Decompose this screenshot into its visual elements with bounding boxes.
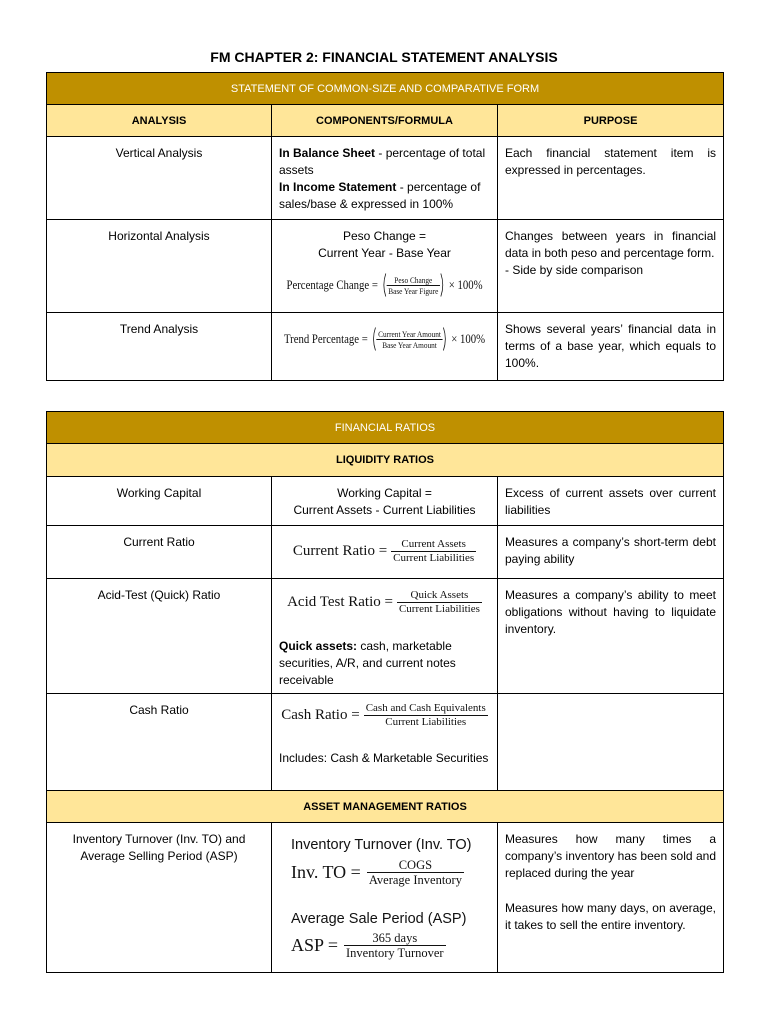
fraction-denominator: Current Liabilities bbox=[393, 551, 475, 564]
formula-multiplier: × 100% bbox=[451, 332, 486, 346]
ratio-name: Working Capital bbox=[116, 486, 202, 500]
fraction-numerator: Quick Assets bbox=[397, 589, 482, 603]
formula-lhs: ASP = bbox=[291, 935, 339, 955]
formula-note bbox=[279, 638, 490, 689]
ratio-name-cell bbox=[47, 526, 272, 579]
table-row-trend-analysis bbox=[47, 313, 724, 381]
fraction-numerator: Cash and Cash Equivalents bbox=[365, 702, 486, 714]
purpose-cell bbox=[498, 694, 724, 791]
fraction-numerator: COGS bbox=[367, 858, 464, 873]
current-ratio-formula bbox=[279, 538, 490, 564]
purpose-text: Measures a company’s ability to meet obligations without having to liquidate inventory. bbox=[505, 588, 716, 636]
purpose-text: Shows several years’ financial data in terms of a base year, which equals to 100%. bbox=[505, 322, 717, 370]
analysis-name-cell bbox=[47, 313, 272, 381]
fraction bbox=[397, 589, 482, 615]
component-description: - percentage of total assets bbox=[279, 146, 486, 177]
table-title: STATEMENT OF COMMON-SIZE AND COMPARATIVE FORM bbox=[47, 73, 724, 105]
inventory-turnover-formula bbox=[279, 858, 490, 887]
formula-cell bbox=[272, 477, 498, 526]
formula-lhs: Trend Percentage = bbox=[283, 332, 368, 346]
purpose-cell bbox=[498, 477, 724, 526]
fraction-numerator: Current Assets bbox=[391, 538, 476, 552]
ratio-name: Inventory Turnover (Inv. TO) and Average Selling Period (ASP) bbox=[72, 832, 246, 863]
financial-ratios-table bbox=[46, 411, 724, 973]
section-header-liquidity: LIQUIDITY RATIOS bbox=[47, 444, 724, 477]
table-row-current-ratio bbox=[47, 526, 724, 579]
purpose-cell bbox=[498, 526, 724, 579]
formula-line: Current Assets - Current Liabilities bbox=[293, 503, 476, 517]
fraction bbox=[387, 275, 441, 296]
formula-heading: Average Sale Period (ASP) bbox=[291, 911, 467, 927]
formula-lhs: Cash Ratio = bbox=[281, 706, 360, 723]
purpose-cell bbox=[498, 137, 724, 220]
common-size-table bbox=[46, 72, 724, 381]
analysis-name: Vertical Analysis bbox=[115, 146, 203, 160]
section-header-row bbox=[47, 791, 724, 823]
ratio-name-cell bbox=[47, 477, 272, 526]
purpose-text: Measures how many days, on average, it takes to sell the entire inventory. bbox=[505, 900, 716, 932]
note-term: Quick assets: bbox=[279, 639, 358, 653]
fraction-denominator: Current Liabilities bbox=[398, 602, 480, 615]
ratio-name: Acid-Test (Quick) Ratio bbox=[97, 588, 221, 602]
table-row-horizontal-analysis bbox=[47, 220, 724, 313]
fraction-denominator: Base Year Figure bbox=[388, 285, 439, 296]
fraction-numerator: Peso Change bbox=[387, 275, 441, 286]
analysis-name: Horizontal Analysis bbox=[108, 229, 210, 243]
formula-lhs: Inv. TO = bbox=[291, 862, 361, 882]
formula-note: Includes: Cash & Marketable Securities bbox=[279, 751, 489, 765]
component-line: Current Year - Base Year bbox=[318, 246, 451, 260]
ratio-name: Current Ratio bbox=[123, 535, 195, 549]
table-row-acid-test-ratio bbox=[47, 579, 724, 694]
fraction-numerator: Current Year Amount bbox=[378, 328, 441, 339]
formula-cell bbox=[272, 526, 498, 579]
purpose-cell bbox=[498, 220, 724, 313]
component-description: - percentage of sales/base & expressed in 100% bbox=[279, 180, 481, 211]
acid-test-ratio-formula bbox=[279, 589, 490, 615]
close-paren-glyph bbox=[443, 327, 448, 351]
component-line bbox=[279, 179, 490, 213]
formula-lhs: Current Ratio = bbox=[292, 542, 388, 559]
table-row-working-capital bbox=[47, 477, 724, 526]
formula-line: Working Capital = bbox=[337, 486, 432, 500]
fraction-denominator: Base Year Amount bbox=[382, 339, 437, 350]
purpose-text: Measures a company’s short-term debt paying ability bbox=[505, 535, 716, 566]
purpose-text: Measures how many times a company’s inventory has been sold and replaced during the year bbox=[505, 832, 716, 880]
fraction-denominator: Current Liabilities bbox=[385, 715, 467, 728]
column-header-analysis: ANALYSIS bbox=[47, 105, 272, 137]
component-term: In Income Statement bbox=[279, 180, 397, 194]
ratio-name-cell bbox=[47, 694, 272, 791]
table-title-row bbox=[47, 73, 724, 105]
table-row-inventory-turnover bbox=[47, 823, 724, 973]
purpose-text: Each financial statement item is expressed in percentages. bbox=[505, 146, 717, 177]
trend-percentage-formula bbox=[283, 327, 486, 351]
average-sale-period-formula bbox=[279, 931, 490, 960]
purpose-text: Changes between years in financial data in both peso and percentage form. bbox=[505, 229, 717, 260]
fraction bbox=[376, 329, 442, 350]
analysis-name-cell bbox=[47, 220, 272, 313]
note-text: cash, marketable securities, A/R, and current notes receivable bbox=[279, 639, 456, 687]
fraction bbox=[367, 858, 464, 887]
purpose-cell bbox=[498, 823, 724, 973]
ratio-name-cell bbox=[47, 579, 272, 694]
analysis-name: Trend Analysis bbox=[119, 322, 199, 336]
ratio-name-cell bbox=[47, 823, 272, 973]
ratio-name: Cash Ratio bbox=[129, 703, 189, 717]
purpose-cell bbox=[498, 313, 724, 381]
formula-multiplier: × 100% bbox=[448, 278, 483, 292]
fraction bbox=[364, 702, 488, 728]
analysis-name-cell bbox=[47, 137, 272, 220]
formula-lhs: Acid Test Ratio = bbox=[287, 593, 393, 610]
table-title-row bbox=[47, 412, 724, 444]
component-line bbox=[279, 145, 490, 179]
table-row-vertical-analysis bbox=[47, 137, 724, 220]
column-header-purpose: PURPOSE bbox=[498, 105, 724, 137]
components-cell bbox=[272, 313, 498, 381]
cash-ratio-formula bbox=[279, 702, 490, 728]
column-header-row bbox=[47, 105, 724, 137]
components-cell bbox=[272, 137, 498, 220]
section-header-asset-management: ASSET MANAGEMENT RATIOS bbox=[47, 791, 724, 823]
components-cell bbox=[272, 220, 498, 313]
fraction-denominator: Average Inventory bbox=[368, 873, 462, 887]
formula-cell bbox=[272, 579, 498, 694]
fraction bbox=[344, 931, 446, 960]
fraction-numerator: 365 days bbox=[344, 931, 446, 946]
component-line: Peso Change = bbox=[342, 229, 427, 243]
component-term: In Balance Sheet bbox=[279, 146, 376, 160]
percentage-change-formula bbox=[286, 273, 483, 297]
close-paren-glyph bbox=[440, 273, 445, 297]
section-header-row bbox=[47, 444, 724, 477]
purpose-text: Excess of current assets over current liabilities bbox=[505, 486, 716, 517]
table-row-cash-ratio bbox=[47, 694, 724, 791]
formula-heading: Inventory Turnover (Inv. TO) bbox=[291, 837, 472, 853]
column-header-components: COMPONENTS/FORMULA bbox=[272, 105, 498, 137]
document-title: FM CHAPTER 2: FINANCIAL STATEMENT ANALYSIS bbox=[210, 49, 558, 65]
formula-lhs: Percentage Change = bbox=[286, 278, 378, 292]
fraction bbox=[391, 538, 476, 564]
purpose-text: - Side by side comparison bbox=[505, 263, 644, 277]
fraction-denominator: Inventory Turnover bbox=[346, 946, 444, 960]
formula-cell bbox=[272, 694, 498, 791]
purpose-cell bbox=[498, 579, 724, 694]
table-title: FINANCIAL RATIOS bbox=[47, 412, 724, 444]
formula-cell bbox=[272, 823, 498, 973]
